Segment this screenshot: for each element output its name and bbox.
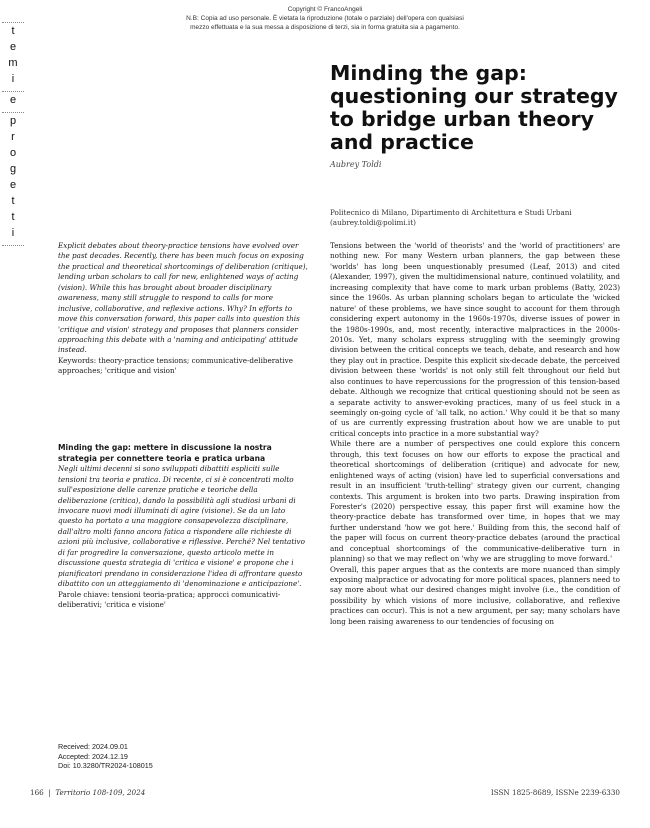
- abstract-heading: Minding the gap: mettere in discussione la nostra strategia per connettere teoria e pratica urbana: [58, 443, 272, 463]
- spine-letter: e: [9, 179, 17, 191]
- paragraph: Overall, this paper argues that as the contexts are more nuanced than simply exposing malpractice or advocating for more political spaces, planners need to say more about what our desired changes might involve (i.e., the condition of possibility by which visions of more inclusive, collaborative, and reflexive practices can occur). This is not a new argument, per say; many scholars have long been raising awareness to our tendencies of focusing on: [330, 564, 620, 626]
- spine-letter: t: [11, 25, 15, 37]
- article-dates: [58, 742, 308, 771]
- journal-issue: 108-109, 2024: [92, 788, 146, 797]
- received-date: Received: 2024.09.01: [58, 742, 128, 751]
- spine-letter: i: [11, 227, 15, 239]
- page-number: 166: [30, 788, 44, 797]
- spine-letter: p: [9, 115, 17, 127]
- spine-letter: g: [9, 163, 17, 175]
- page-footer-left: [30, 788, 145, 797]
- copyright-line: N.B: Copia ad uso personale. È vietata la riproduzione (totale o parziale) dell'opera con qualsiasi: [186, 14, 464, 22]
- spine-letter: e: [9, 41, 17, 53]
- accepted-date: Accepted: 2024.12.19: [58, 751, 128, 761]
- footer-separator: |: [46, 788, 54, 797]
- spine-letter: r: [11, 131, 15, 143]
- section-spine: [2, 20, 24, 248]
- abstract-keywords: Keywords: theory-practice tensions; communicative-deliberative approaches; 'critique and vision': [58, 355, 293, 376]
- paragraph: Tensions between the 'world of theorists' and the 'world of practitioners' are nothing new. For many Western urban planners, the gap between these 'worlds' has long been unquestionably presumed (Leaf, 2013) and cited (Alexander, 1997), given the multidimensional nature, continued volatility, and increasing complexity that have come to mark urban problems (Batty, 2023) since the 1960s. As urban planning scholars began to articulate the 'wicked nature' of these problems, we have since sought to account for them through considering expert autonomy in the 1960s-1970s, diverse issues of power in the 1980s-1990s, and, most recently, interactive malpractices in the 2000s-2010s. Yet, many scholars express struggling with the seemingly growing division between the critical concepts we teach, debate, and research and how they play out in practice. Despite this explicit six-decade debate, the perceived division between these 'worlds' is not only still felt throughout our field but also continues to have repercussions for the progression of this tension-based debate. Although we recognize that critical questioning should not be seen as a separate activity to answer-evoking practices, many of us feel stuck in a seemingly on-going cycle of 'all talk, no action.' Why could it be that so many of us are currently expressing frustration about how we are unable to put critical concepts into practice in a more substantial way?: [330, 241, 620, 438]
- copyright-notice: [0, 6, 650, 32]
- journal-name: Territorio: [55, 788, 91, 797]
- spine-letter: o: [9, 147, 17, 159]
- affiliation-email: (aubrey.toldi@polimi.it): [330, 217, 416, 227]
- copyright-line: mezzo effettuata e la sua messa a disposizione di terzi, sia in forma gratuita sia a pagamento.: [190, 23, 460, 31]
- affiliation-institution: Politecnico di Milano, Dipartimento di Architettura e Studi Urbani: [330, 208, 572, 217]
- spine-letter: i: [11, 73, 15, 85]
- abstract-keywords: Parole chiave: tensioni teoria-pratica; approcci comunicativi-deliberativi; 'critica e visione': [58, 589, 281, 609]
- spine-letter: t: [11, 195, 15, 207]
- paragraph: While there are a number of perspectives one could explore this concern through, this text focuses on how our efforts to expose the practical and theoretical shortcomings of deliberation (critique) and advocate for new, enlightened ways of acting (vision) have led to superficial conversations and result in an insufficient 'truth-telling' strategy given our current, changing contexts. This argument is broken into two parts. Drawing inspiration from Forester's (2020) perspective essay, this paper first will examine how the theory-practice debate has transformed over time, in hopes that we may further understand 'how we got here.' Building from this, the second half of the paper will focus on current theory-practice debates (around the practical and conceptual shortcomings of the communicative-deliberative turn in planning) so that we may reflect on 'why we are struggling to move forward.': [330, 439, 620, 564]
- copyright-line: Copyright © FrancoAngeli: [287, 6, 363, 13]
- main-text: [330, 241, 620, 627]
- abstract-english: [58, 241, 308, 377]
- author-affiliation: [330, 208, 620, 227]
- spine-letter: t: [11, 211, 15, 223]
- article-title: Minding the gap: questioning our strategy to bridge urban theory and practice: [330, 61, 618, 154]
- abstract-body: Negli ultimi decenni si sono sviluppati dibattiti espliciti sulle tensioni tra teoria e pratica. Di recente, ci si è concentrati molto sull'esposizione delle carenze pratiche e teoriche della deliberazione (critica), dando la possibilità agli studiosi urbani di invocare nuovi modi illuminati di agire (visione). Se da un lato questo ha portato a una maggiore consapevolezza disciplinare, dall'altro molti fanno ancora fatica a rispondere alle richieste di azioni più inclusive, collaborative e riflessive. Perché? Nel tentativo di far progredire la conversazione, questo articolo mette in discussione questa strategia di 'critica e visione' e propone che i pianificatori prendano in considerazione l'idea di affrontare questo dibattito con un atteggiamento di 'denominazione e anticipazione'.: [58, 464, 305, 589]
- doi: Doi: 10.3280/TR2024-108015: [58, 761, 153, 771]
- abstract-italian: [58, 443, 308, 610]
- spine-letter: m: [8, 57, 18, 69]
- author-name: Aubrey Toldi: [330, 160, 382, 169]
- spine-letter: e: [9, 94, 17, 106]
- abstract-body: Explicit debates about theory-practice tensions have evolved over the past decades. Recently, there has been much focus on exposing the practical and theoretical shortcomings of deliberation (critique), lending urban scholars to call for new, enlightened ways of acting (vision). While this has brought about broader disciplinary awareness, many still struggle to respond to calls for more inclusive, collaborative, and reflexive actions. Why? In efforts to move this conversation forward, this paper calls into question this 'critique and vision' strategy and proposes that planners consider approaching this debate with a 'naming and anticipating' attitude instead.: [58, 241, 308, 355]
- issn-info: ISSN 1825-8689, ISSNe 2239-6330: [490, 788, 620, 797]
